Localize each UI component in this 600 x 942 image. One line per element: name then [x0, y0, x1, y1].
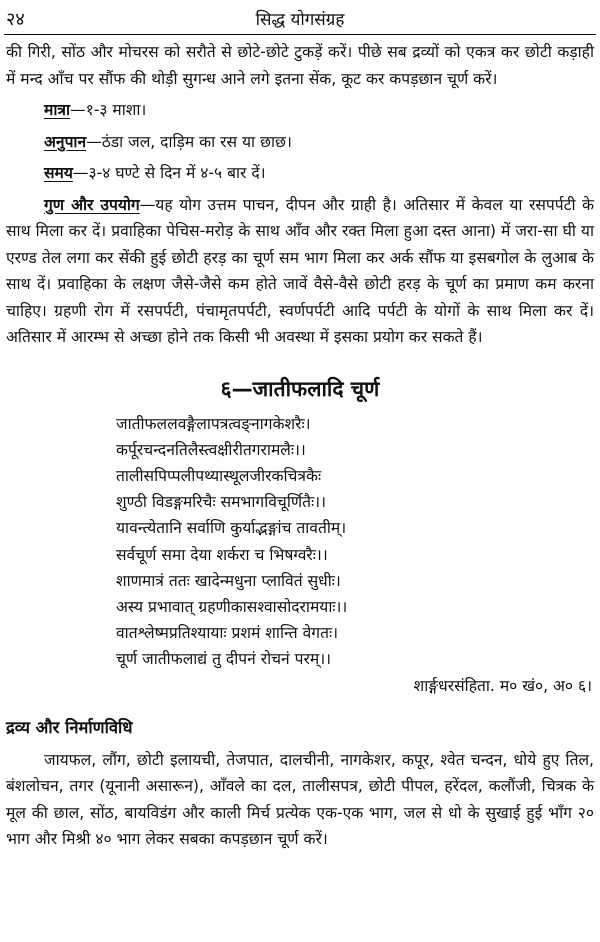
verse-line: कर्पूरचन्दनतिलैस्त्वक्षीरीतगरामलैः।। — [116, 440, 306, 459]
dosage-line — [6, 97, 594, 124]
page-number: २४ — [6, 9, 25, 30]
method-paragraph: जायफल, लौंग, छोटी इलायची, तेजपात, दालचीनी, नागकेशर, कपूर, श्वेत चन्दन, धोये हुए तिल, बंशलोचन, तगर (यूनानी असारून), आँवले का दल, तालीसपत्र, छोटी पीपल, हरेंदल, कलौंजी, चित्रक के मूल की छाल, सोंठ, बायविडंग और काली मिर्च प्रत्येक एक-एक भाग, जल से धो के सुखाई हुई भाँग २० भाग और मिश्री ४० भाग लेकर सबका कपड़छान चूर्ण करें। — [6, 750, 594, 849]
verse-line: चूर्ण जातीफलाद्यं तु दीपनं रोचनं परम्।। — [116, 650, 332, 669]
properties-text: —यह योग उत्तम पाचन, दीपन और ग्राही है। अतिसार में केवल या रसपर्पटी के साथ मिला कर दें। प्रवाहिका पेचिस-मरोड़ के साथ आँव और रक्त मिला हुआ दस्त आना) में जरा-सा घी या एरण्ड तेल लगा कर सेंकी हुई छोटी हरड़ का चूर्ण सम भाग मिला कर अर्क सौंफ या इसबगोल के लुआब के साथ दें। प्रवाहिका के लक्षण जैसे-जैसे कम होते जावें वैसे-वैसे छोटी हरड़ के चूर्ण का प्रमाण कम करना चाहिए। ग्रहणी रोग में रसपर्पटी, पंचामृतपर्पटी, स्वर्णपर्पटी आदि पर्पटी के योगों के साथ मिला कर दें। अतिसार में आरम्भ से अच्छा होने तक किसी भी अवस्था में इसका प्रयोग कर सकते हैं। — [6, 195, 594, 346]
section-title: ६—जातीफलादि चूर्ण — [220, 376, 380, 401]
properties-term: गुण और उपयोग — [44, 195, 140, 214]
verse-block — [6, 411, 594, 673]
timing-term: समय — [44, 164, 73, 182]
verse-line: अस्य प्रभावात् ग्रहणीकासश्वासोदरामयाः।। — [116, 597, 348, 616]
running-title: सिद्ध योगसंग्रह — [255, 10, 345, 30]
timing-line — [6, 160, 594, 187]
verse-line: शुण्ठी विडङ्गमरिचैः समभागविचूर्णितैः।। — [116, 493, 326, 512]
properties-paragraph — [6, 192, 594, 351]
dosage-text: —१-३ माशा। — [70, 101, 147, 119]
vehicle-line — [6, 129, 594, 156]
method-subheading: द्रव्य और निर्माणविधि — [6, 717, 133, 737]
vehicle-text: —ठंडा जल, दाड़िम का रस या छाछ। — [86, 132, 292, 151]
timing-text: —३-४ घण्टे से दिन में ४-५ बार दें। — [72, 164, 266, 182]
dosage-term: मात्रा — [44, 101, 71, 119]
vehicle-term: अनुपान — [44, 132, 87, 151]
verse-line: वातश्लेष्मप्रतिश्यायाः प्रशमं शान्ति वेगतः। — [116, 624, 339, 643]
verse-line: सर्वचूर्ण समा देया शर्करा च भिषग्वरैः।। — [116, 545, 328, 564]
verse-line: जातीफललवङ्गैलापत्रत्वङ्नागकेशरैः। — [116, 414, 311, 433]
verse-line: तालीसपिप्पलीपथ्यास्थूलजीरकचित्रकैः — [116, 466, 322, 485]
intro-paragraph: की गिरी, सोंठ और मोचरस को सरौते से छोटे-छोटे टुकड़ें करें। पीछे सब द्रव्यों को एकत्र कर छोटी कड़ाही में मन्द आँच पर सौंफ की थोड़ी सुगन्ध आने लगे इतना सेंक, कूट कर कपड़छान चूर्ण करें। — [6, 43, 594, 88]
verse-line: शाणमात्रं ततः खादेन्मधुना प्लावितं सुधीः। — [116, 571, 341, 590]
page-header — [4, 4, 596, 35]
citation: शार्ङ्गधरसंहिता. म० खं०, अ० ६। — [413, 676, 592, 695]
verse-line: यावन्त्येतानि सर्वाणि कुर्याद्भङ्गांच तावतीम्। — [116, 519, 347, 538]
